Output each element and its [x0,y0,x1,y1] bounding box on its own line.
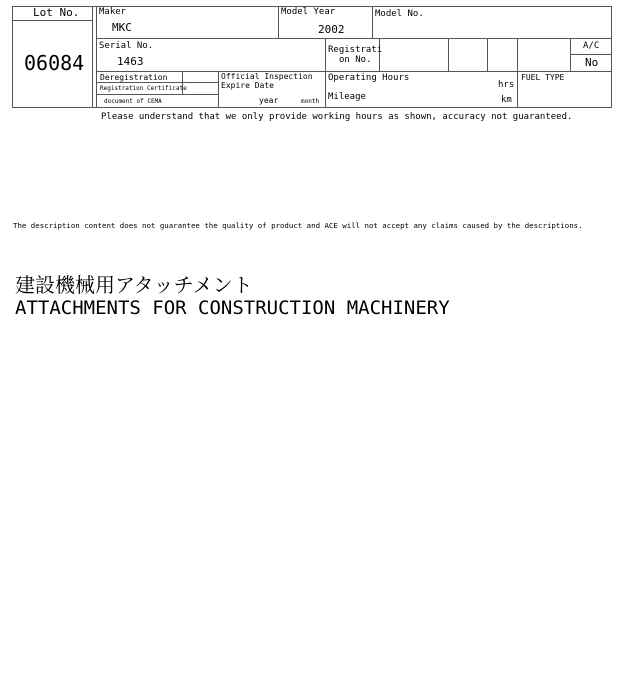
serial-value: 1463 [117,55,144,68]
inspection-label-line1: Official Inspection [221,72,313,81]
lot-column-divider [92,6,93,108]
ac-row-divider [570,54,612,55]
reg-cell-divider-3 [487,38,488,72]
maker-divider [278,6,279,39]
cema-document-label: document of CEMA [104,98,162,105]
km-unit: km [501,95,512,105]
lot-divider [12,20,92,21]
disclaimer-text: The description content does not guarantee the quality of product and ACE will not accept any claims caused by the descriptions. [13,221,583,230]
year-label: year [259,96,279,105]
ac-label: A/C [583,41,600,51]
ac-divider [570,38,571,72]
hrs-unit: hrs [498,80,515,90]
inspection-label-line2: Expire Date [221,81,274,90]
model-year-divider [372,6,373,39]
heading-english: ATTACHMENTS FOR CONSTRUCTION MACHINERY [15,297,450,319]
table-border-left [12,6,13,108]
mileage-label: Mileage [328,92,366,102]
model-no-label: Model No. [375,9,424,19]
maker-value: MKC [112,21,132,34]
model-year-label: Model Year [281,7,336,17]
ac-value: No [585,56,599,69]
month-label: month [301,98,320,105]
reg-cell-divider-1 [379,38,380,72]
operating-hours-label: Operating Hours [328,73,410,83]
registration-label-line2: on No. [339,55,372,65]
inspection-divider [218,71,219,108]
registration-certificate-label: Registration Certificate [100,85,187,92]
lot-label: Lot No. [33,6,80,19]
registration-divider [325,38,326,108]
serial-label: Serial No. [99,41,154,51]
model-year-value: 2002 [318,23,345,36]
dereg-row-divider-1 [96,82,218,83]
reg-cell-divider-2 [448,38,449,72]
registration-label-line1: Registrati [328,45,383,55]
row-divider-1 [96,38,612,39]
main-left-divider [96,6,97,108]
deregistration-label: Deregistration [100,73,168,82]
lot-number: 06084 [24,51,85,75]
dereg-row-divider-2 [96,94,218,95]
heading-japanese: 建設機械用アタッチメント [15,273,253,297]
maker-label: Maker [99,7,127,17]
fuel-type-label: FUEL TYPE [521,73,565,82]
table-border-right [611,6,612,108]
working-hours-note: Please understand that we only provide working hours as shown, accuracy not guaranteed. [101,112,573,122]
fuel-divider [517,38,518,108]
row-divider-2 [96,71,612,72]
table-border-bottom [12,107,612,108]
